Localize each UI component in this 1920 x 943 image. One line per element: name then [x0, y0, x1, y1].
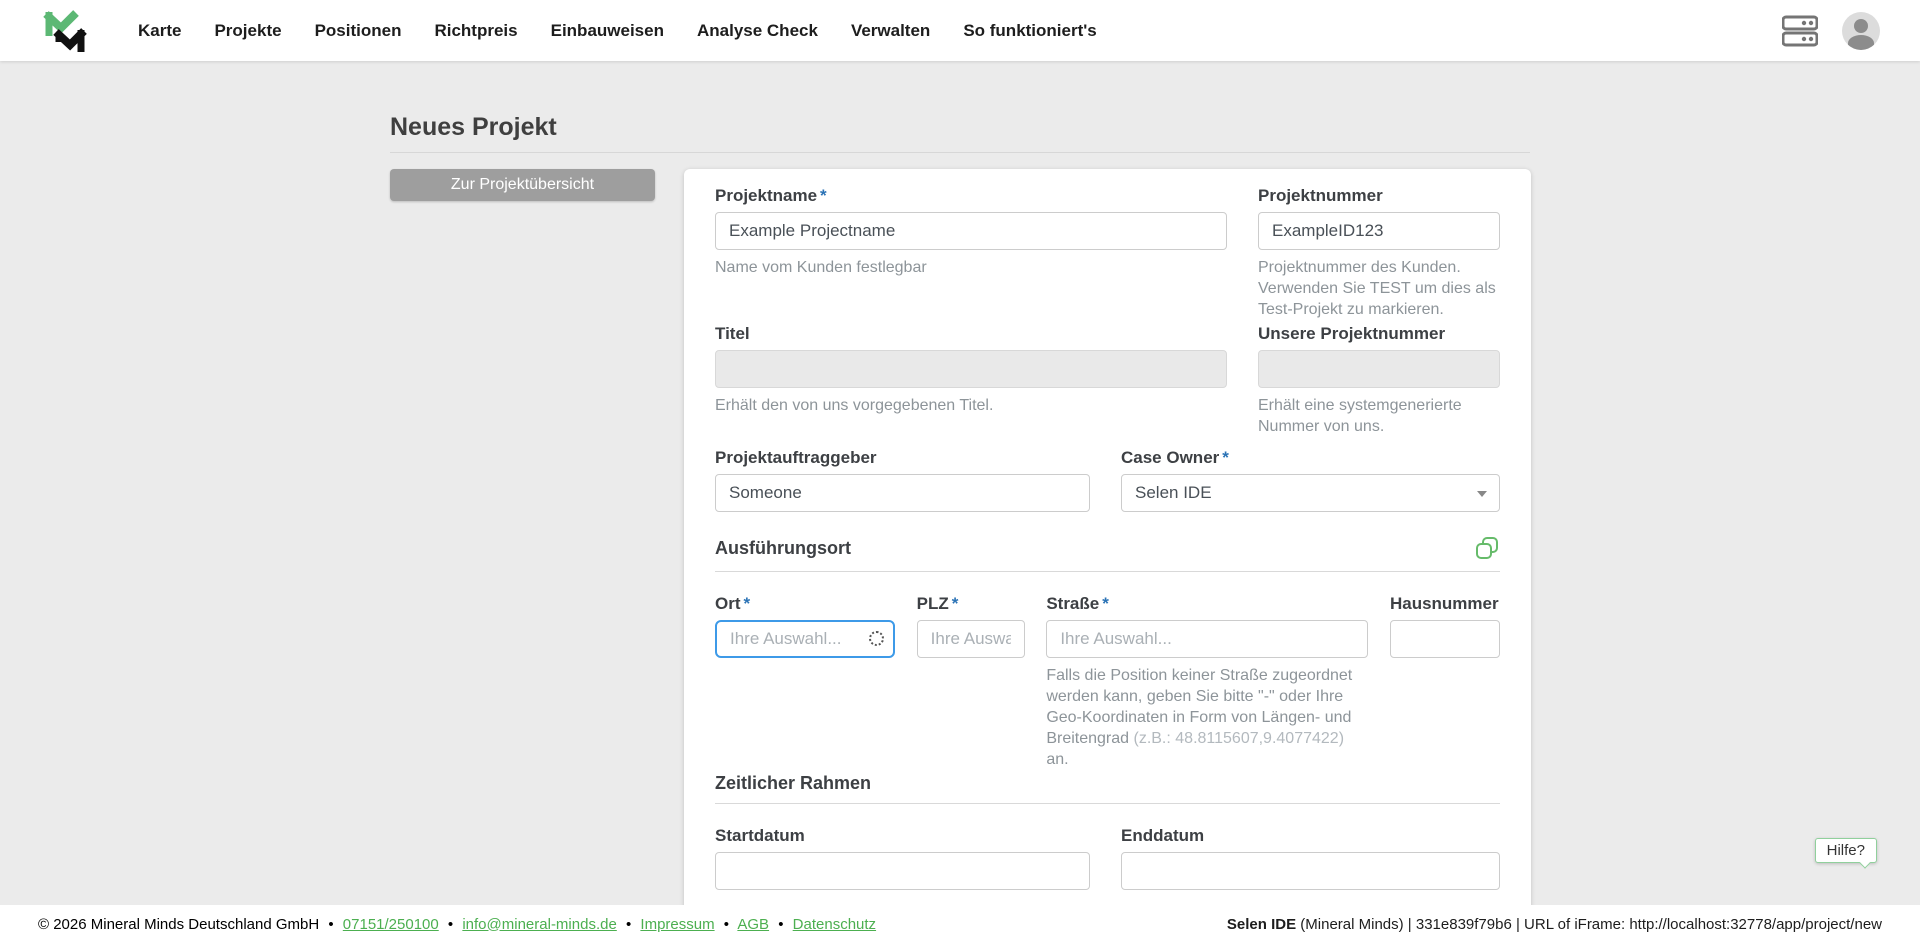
titel-input [715, 350, 1227, 388]
ausfuehrungsort-section-title: Ausführungsort [715, 538, 851, 559]
unsere-projektnummer-input [1258, 350, 1500, 388]
enddatum-label: Enddatum [1121, 826, 1205, 846]
startdatum-label: Startdatum [715, 826, 805, 846]
startdatum-input[interactable] [715, 852, 1090, 890]
footer-link-impressum[interactable]: Impressum [640, 915, 715, 933]
required-marker: * [743, 593, 751, 613]
ort-input[interactable] [715, 620, 895, 658]
zeitlicher-rahmen-section-title: Zeitlicher Rahmen [715, 773, 872, 794]
ort-label: Ort * [715, 593, 751, 613]
title-divider [390, 152, 1530, 153]
required-marker: * [951, 593, 959, 613]
unsere-projektnummer-helper: Erhält eine systemgenerierte Nummer von uns. [1258, 397, 1462, 436]
case-owner-field [1121, 448, 1500, 512]
required-marker: * [1222, 447, 1229, 467]
nav-item-so-funktionierts[interactable]: So funktioniert's [963, 20, 1097, 40]
projektnummer-input[interactable] [1258, 212, 1500, 250]
strasse-input[interactable] [1046, 620, 1368, 658]
footer-link-phone[interactable]: 07151/250100 [342, 915, 439, 933]
footer-session-info [1227, 916, 1882, 933]
navbar-right [1782, 12, 1880, 50]
top-navbar [0, 0, 1920, 61]
back-to-project-overview-button[interactable]: Zur Projektübersicht [390, 169, 655, 201]
footer [0, 905, 1920, 943]
main-area [0, 61, 1920, 905]
titel-label: Titel [715, 324, 750, 344]
projektname-field [715, 186, 1227, 320]
help-bubble-tail [1859, 857, 1870, 868]
footer-legal: © 2026 Mineral Minds Deutschland GmbH • 07151/250100 • info@mineral-minds.de • Impressum • AGB • Datenschutz [38, 915, 877, 933]
chevron-down-icon [1477, 491, 1487, 497]
projektauftraggeber-label: Projektauftraggeber [715, 447, 877, 467]
mineral-minds-logo-icon[interactable] [42, 8, 88, 54]
new-project-form-card [684, 169, 1531, 905]
case-owner-select[interactable] [1121, 474, 1500, 512]
strasse-field [1046, 594, 1368, 771]
required-marker: * [820, 186, 827, 205]
nav-item-karte[interactable]: Karte [138, 20, 182, 40]
footer-link-email[interactable]: info@mineral-minds.de [462, 915, 617, 933]
case-owner-label: Case Owner * [1121, 447, 1229, 467]
help-button[interactable] [1815, 838, 1877, 863]
hausnummer-field [1390, 594, 1500, 771]
nav-item-richtpreis[interactable]: Richtpreis [434, 20, 518, 40]
nav-item-verwalten[interactable]: Verwalten [850, 20, 931, 40]
startdatum-field [715, 826, 1090, 890]
unsere-projektnummer-label: Unsere Projektnummer [1258, 324, 1446, 344]
strasse-helper: Falls die Position keiner Straße zugeordnet werden kann, geben Sie bitte "-" oder Ihre Geo-Koordinaten in Form von Längen- und Breitengrad (z.B.: 48.8115607,9.4077422) an. [1046, 666, 1353, 768]
titel-helper: Erhält den von uns vorgegebenen Titel. [715, 397, 994, 415]
enddatum-input[interactable] [1121, 852, 1500, 890]
plz-input[interactable] [917, 620, 1025, 658]
nav-item-analyse-check[interactable]: Analyse Check [696, 20, 818, 40]
projektauftraggeber-input[interactable] [715, 474, 1090, 512]
footer-link-datenschutz[interactable]: Datenschutz [792, 915, 877, 933]
projektnummer-label: Projektnummer [1258, 186, 1383, 205]
projektauftraggeber-field [715, 448, 1090, 512]
strasse-label: Straße * [1046, 593, 1109, 613]
footer-user-name: Selen IDE [1226, 915, 1297, 933]
projektname-input[interactable] [715, 212, 1227, 250]
help-button-label: Hilfe? [1826, 842, 1865, 859]
footer-link-agb[interactable]: AGB [737, 915, 770, 933]
server-icon[interactable] [1782, 15, 1818, 47]
main-navigation [138, 21, 1097, 41]
required-marker: * [1102, 593, 1109, 613]
avatar-body-icon [1848, 35, 1874, 50]
ort-field [715, 594, 895, 771]
ausfuehrungsort-divider [715, 571, 1500, 572]
avatar-head-icon [1854, 19, 1868, 33]
titel-field [715, 324, 1227, 437]
zeitlicher-rahmen-divider [715, 803, 1500, 804]
footer-session-details: (Mineral Minds) | 331e839f79b6 | URL of iFrame: http://localhost:32778/app/project/new [1296, 915, 1882, 933]
nav-item-positionen[interactable]: Positionen [314, 20, 402, 40]
projektnummer-field [1258, 186, 1500, 320]
copy-location-icon[interactable] [1474, 536, 1500, 562]
loading-spinner-icon [869, 631, 884, 646]
plz-label: PLZ * [916, 593, 959, 613]
projektname-helper: Name vom Kunden festlegbar [715, 259, 927, 276]
projektnummer-helper: Projektnummer des Kunden. Verwenden Sie TEST um dies als Test-Projekt zu markieren. [1258, 259, 1496, 319]
projektname-label: Projektname * [715, 186, 827, 205]
case-owner-value: Selen IDE [1135, 482, 1212, 502]
hausnummer-label: Hausnummer [1389, 593, 1499, 613]
nav-item-projekte[interactable]: Projekte [214, 20, 282, 40]
hausnummer-input[interactable] [1390, 620, 1500, 658]
enddatum-field [1121, 826, 1500, 890]
page-title: Neues Projekt [390, 113, 557, 141]
copyright-text: © 2026 Mineral Minds Deutschland GmbH [38, 915, 320, 933]
unsere-projektnummer-field [1258, 324, 1500, 437]
nav-item-einbauweisen[interactable]: Einbauweisen [550, 20, 664, 40]
plz-field [917, 594, 1025, 771]
user-avatar[interactable] [1842, 12, 1880, 50]
